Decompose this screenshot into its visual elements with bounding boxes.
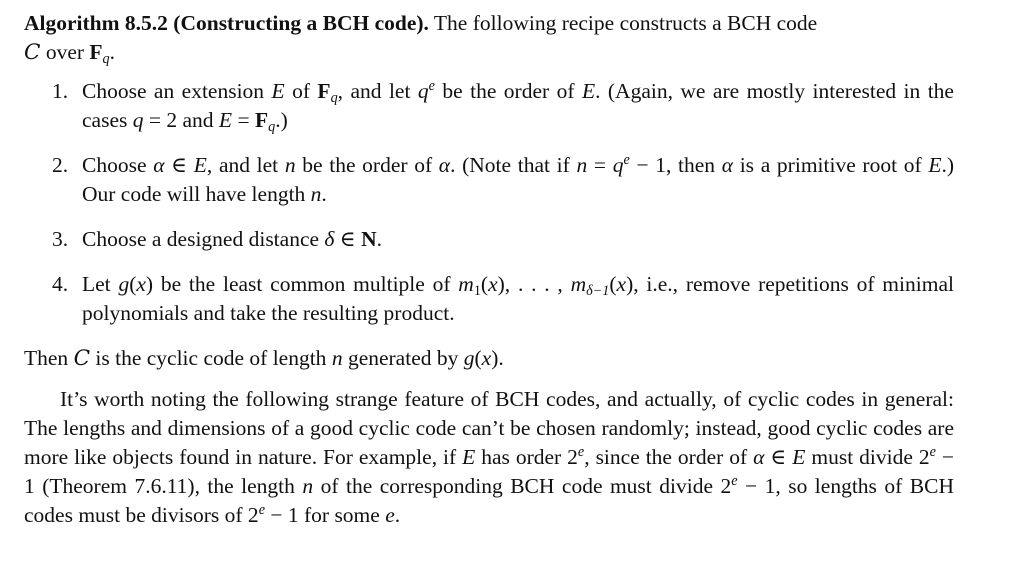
step-2 [24,151,954,209]
step-text: , and let [337,79,418,103]
step-text: ∈ [334,227,362,251]
math-symbol: q [417,79,429,103]
step-text: ) be the least common multiple of [145,272,459,296]
math-symbol: n [284,153,296,177]
step-text: ), . . . , [497,272,571,296]
step-text: ∈ [164,153,194,177]
step-text: ( [609,272,617,296]
body-text: . [394,503,401,527]
math-exponent: e [623,152,630,169]
math-exponent: e [258,502,265,519]
step-text: − 1, then [629,153,722,177]
body-text: − 1 for some [265,503,386,527]
math-exponent: e [577,444,585,461]
step-number: 4. [52,272,69,296]
math-symbol: x [488,272,498,296]
math-symbol: α [153,153,165,177]
field-subscript: q [102,50,110,67]
math-symbol: α [753,445,765,469]
body-text: It’s worth noting the following strange feature of BCH codes, and actually, of cyclic codes in general: The lengths and dimensions of a good cyclic code can’t be chosen randomly; instead, good cyclic codes are more like objects found in nature. For example, if [24,387,954,469]
body-text: − 1 (Theorem 7.6.11), the length [24,445,954,498]
step-text: = [587,153,613,177]
body-text: must divide 2 [805,445,930,469]
algorithm-steps [24,77,954,328]
math-symbol: α [438,153,451,177]
algorithm-name: (Constructing a BCH code). [173,11,429,35]
step-number: 3. [52,227,69,251]
step-text: .) [275,108,288,132]
math-exponent: e [428,78,435,95]
math-symbol: E [581,79,596,103]
step-number: 1. [52,79,69,103]
math-symbol: x [481,346,492,370]
body-text: ∈ [764,445,793,469]
step-1 [24,77,954,135]
step-text: Choose an extension [82,79,272,103]
math-subscript: δ−1 [586,282,610,299]
step-text: = [232,108,255,132]
body-text: is the cyclic code of length [90,346,332,370]
math-symbol: g [118,272,130,296]
field-symbol: F [254,108,269,132]
body-text: ). [491,346,504,370]
body-text: − 1, so lengths of BCH codes must be divisors of 2 [24,474,954,527]
math-symbol: α [721,153,734,177]
step-text: of [284,79,318,103]
math-symbol: n [331,346,343,370]
step-text: . (Note that if [450,153,577,177]
math-symbol: x [616,272,627,296]
step-4 [24,270,954,328]
math-exponent: e [731,473,738,490]
math-symbol: n [302,474,314,498]
math-symbol: E [462,445,476,469]
body-text: , since the order of [584,445,754,469]
math-symbol: E [271,79,285,103]
body-text: has order 2 [475,445,578,469]
math-subscript: 1 [473,282,481,299]
math-symbol: E [193,153,207,177]
algorithm-intro: The following recipe constructs a BCH code [433,11,818,35]
field-symbol: F [317,79,331,103]
step-3 [24,225,954,254]
step-text: be the order of [295,153,439,177]
naturals-symbol: N [361,227,377,251]
step-text: = 2 and [143,108,219,132]
math-symbol: E [792,445,806,469]
code-symbol: C [73,346,91,371]
over-word: over [45,40,85,64]
math-symbol: n [310,182,322,206]
step-text: ), i.e., remove repetitions of minimal polynomials and take the resulting product. [82,272,954,325]
math-symbol: x [136,272,146,296]
math-symbol: m [570,272,587,296]
body-text: of the corresponding BCH code must divide 2 [313,474,732,498]
algorithm-heading [24,9,954,67]
body-text: Then [24,346,74,370]
step-number: 2. [52,153,69,177]
math-symbol: g [463,346,475,370]
step-text: Choose a designed distance [82,227,325,251]
conclusion-line [24,344,954,373]
intro-period: . [109,40,116,64]
step-text: . [321,182,327,206]
body-text: ( [474,346,482,370]
math-symbol: q [612,153,624,177]
math-symbol: e [385,503,395,527]
step-text: , and let [206,153,285,177]
step-text: . (Again, we are mostly interested in the cases [82,79,954,132]
math-symbol: q [132,108,144,132]
math-exponent: e [929,444,936,461]
field-symbol: F [89,40,103,64]
field-subscript: q [268,118,276,135]
field-subscript: q [330,89,338,106]
math-symbol: E [218,108,233,132]
explanation-paragraph [24,385,954,530]
algorithm-label: Algorithm 8.5.2 [24,11,168,35]
math-symbol: δ [324,227,335,251]
step-text: Let [82,272,119,296]
math-symbol: E [928,153,942,177]
code-symbol: C [24,40,41,65]
step-text: be the order of [434,79,582,103]
step-text: . [376,227,382,251]
math-symbol: m [458,272,474,296]
step-text: ( [129,272,137,296]
step-text: .) Our code will have length [82,153,954,206]
step-text: is a primitive root of [733,153,929,177]
step-text: Choose [82,153,154,177]
body-text: generated by [342,346,464,370]
math-symbol: n [576,153,588,177]
step-text: ( [480,272,489,296]
